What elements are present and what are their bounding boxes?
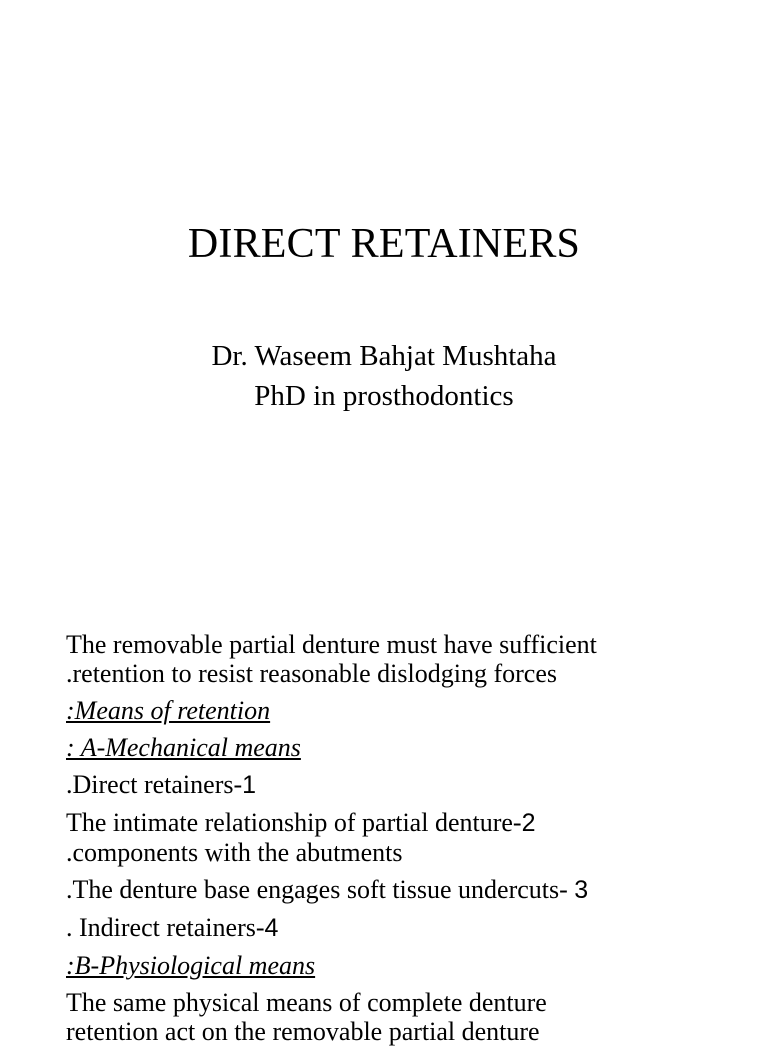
list-item-4-number: 4 bbox=[264, 914, 279, 942]
author-block bbox=[0, 336, 768, 416]
means-heading-text: :Means of retention bbox=[66, 696, 271, 725]
list-item-3 bbox=[66, 875, 756, 905]
list-item-2-number: 2 bbox=[521, 809, 536, 837]
list-item-4 bbox=[66, 913, 756, 943]
slide-body bbox=[66, 630, 756, 1046]
list-item-2-text-1: The intimate relationship of partial denture- bbox=[66, 808, 522, 837]
physiological-heading-text: :B-Physiological means bbox=[66, 951, 316, 980]
intro-line-1: The removable partial denture must have sufficient bbox=[66, 630, 597, 659]
list-item-1-text: .Direct retainers- bbox=[66, 770, 243, 799]
author-degree: PhD in prosthodontics bbox=[254, 380, 514, 412]
list-item-3-text: .The denture base engages soft tissue undercuts- bbox=[66, 875, 575, 904]
list-item-4-text: . Indirect retainers- bbox=[66, 913, 265, 942]
list-item-1 bbox=[66, 770, 756, 800]
list-item-2 bbox=[66, 808, 756, 867]
list-item-2-text-2: .components with the abutments bbox=[66, 838, 403, 867]
means-heading bbox=[66, 696, 756, 725]
list-item-3-number: 3 bbox=[574, 876, 589, 904]
physiological-heading bbox=[66, 951, 756, 980]
author-name: Dr. Waseem Bahjat Mushtaha bbox=[211, 340, 557, 372]
intro-line-2: .retention to resist reasonable dislodging forces bbox=[66, 659, 557, 688]
mechanical-heading bbox=[66, 733, 756, 762]
intro-paragraph bbox=[66, 630, 756, 688]
list-item-1-number: 1 bbox=[242, 771, 257, 799]
slide-title: DIRECT RETAINERS bbox=[187, 221, 581, 267]
physio-line-1: The same physical means of complete denture bbox=[66, 988, 547, 1017]
physio-line-2: retention act on the removable partial denture bbox=[66, 1017, 540, 1046]
mechanical-heading-text: : A-Mechanical means bbox=[66, 733, 301, 762]
physiological-paragraph bbox=[66, 988, 756, 1046]
